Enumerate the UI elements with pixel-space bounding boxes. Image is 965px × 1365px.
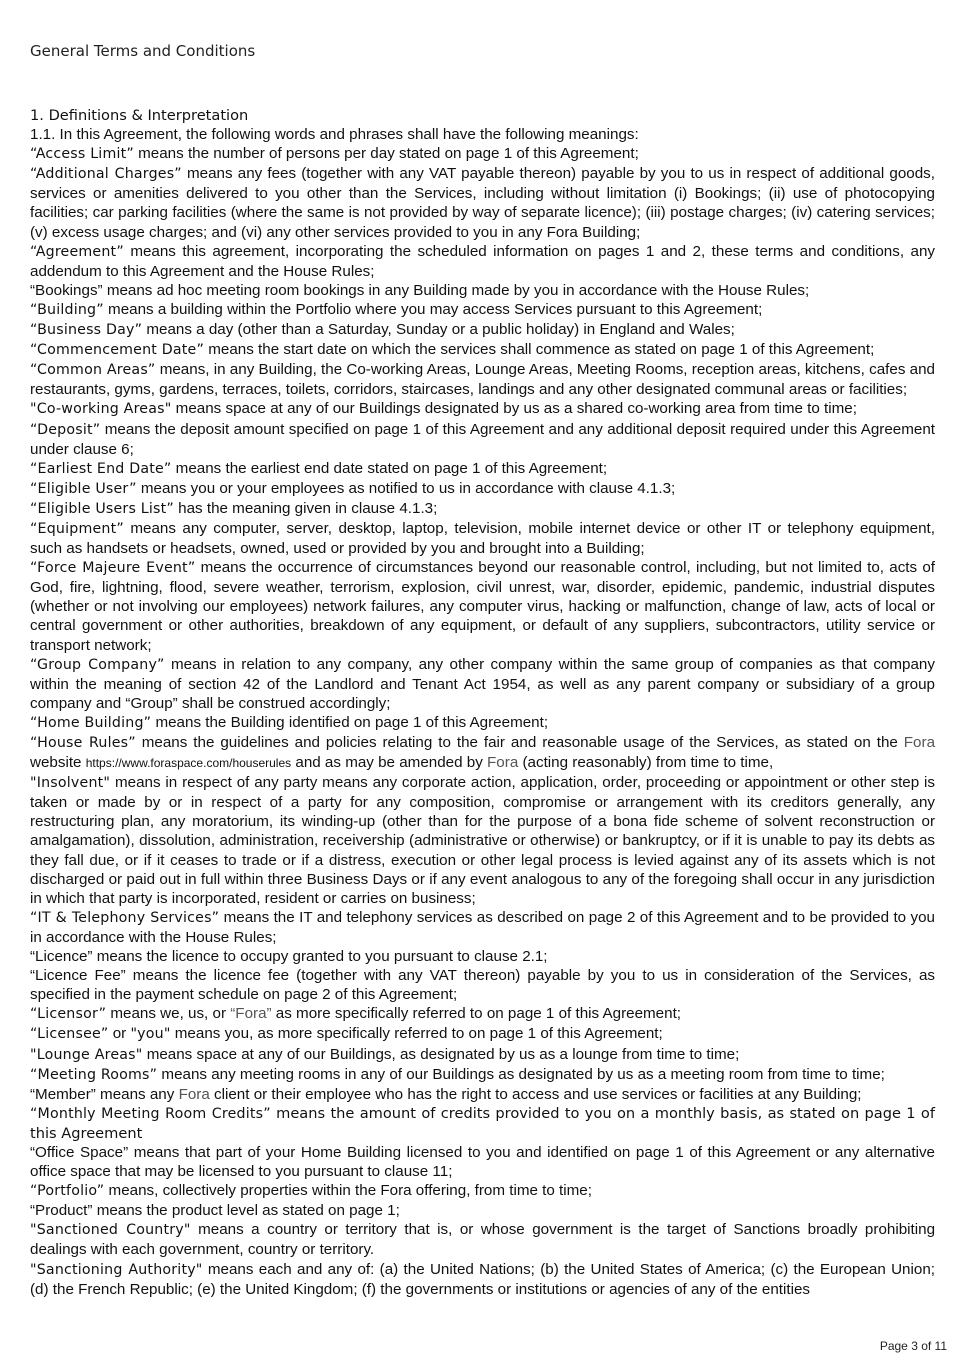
definition-term: “Force Majeure Event” — [30, 560, 196, 577]
fora-brand-text: Fora — [903, 734, 936, 751]
definition-term: “Deposit” — [30, 421, 101, 438]
definition-earliest-end-date — [30, 459, 935, 479]
definition-eligible-users-list — [30, 499, 935, 519]
definition-deposit — [30, 420, 935, 459]
definition-term: "Co-working Areas" — [30, 401, 172, 418]
section-heading: 1. Definitions & Interpretation — [30, 107, 249, 124]
document-title: General Terms and Conditions — [30, 42, 256, 60]
definition-term: “Member” — [30, 1085, 96, 1103]
definition-term: “Earliest End Date” — [30, 460, 172, 477]
definition-additional-charges — [30, 164, 935, 241]
definition-licence — [30, 947, 935, 966]
definition-text: means each and any of: (a) the United Nations; (b) the United States of America; (c) the European Union; (d) the French Republic; (e) the United Kingdom; (f) the governments or institutions or agencies of any of the entities — [30, 1260, 935, 1298]
definition-term: “Licensee” — [30, 1026, 109, 1043]
definition-text: means a country or territory that is, or whose government is the target of Sanctions broadly prohibiting dealings with each government, country or territory. — [30, 1221, 936, 1259]
definition-access-limit — [30, 144, 935, 164]
definition-text: means any — [95, 1085, 179, 1103]
definition-text: means the IT and telephony services as described on page 2 of this Agreement and to be provided to you in accordance with the House Rules; — [30, 908, 935, 946]
definition-term: “Office Space” — [30, 1143, 129, 1161]
definition-text: means ad hoc meeting room bookings in any Building made by you in accordance with the House Rules; — [102, 281, 810, 299]
definition-text: (acting reasonably) from time to time, — [518, 754, 774, 772]
definition-term: “Product” — [30, 1202, 93, 1220]
definition-term: "Sanctioned Country" — [30, 1222, 191, 1239]
definition-meeting-rooms — [30, 1065, 935, 1085]
definition-term: “Monthly Meeting Room Credits” — [30, 1105, 271, 1122]
definition-home-building — [30, 713, 935, 733]
definition-term: “Eligible User” — [30, 480, 137, 497]
definition-sanctioning-authority — [30, 1260, 935, 1299]
definition-term: “Portfolio” — [30, 1183, 105, 1200]
definition-term: “Licensor” — [30, 1006, 107, 1023]
definition-licence-fee — [30, 966, 935, 1004]
definition-building — [30, 300, 935, 320]
definition-term: “Agreement” — [30, 243, 124, 260]
definition-term: “Common Areas” — [30, 362, 156, 379]
definition-term: “Business Day” — [30, 322, 143, 339]
definition-text: means the licence fee (together with any VAT thereon) payable by you to us in consideration of the Services, as specified in the payment schedule on page 2 of this Agreement; — [30, 967, 936, 1004]
definition-term: “House Rules” — [30, 735, 136, 751]
definition-text: and as may be amended by — [291, 754, 488, 772]
definition-term: “Building” — [30, 301, 104, 318]
page-number: Page 3 of 11 — [879, 1339, 947, 1353]
definition-term: “Commencement Date” — [30, 342, 204, 359]
definition-text: has the meaning given in clause 4.1.3; — [173, 499, 438, 517]
definition-text: website — [30, 754, 86, 772]
definition-text: means any computer, server, desktop, laptop, television, mobile internet device or other IT or telephony equipment, such as handsets or headsets, owned, used or provided by you and brought into a Building; — [30, 519, 935, 558]
definition-office-space — [30, 1143, 935, 1181]
definition-term: “Bookings” — [30, 281, 103, 299]
definition-lounge-areas — [30, 1045, 935, 1065]
definition-text: as more specifically referred to on page 1 of this Agreement; — [271, 1005, 682, 1023]
definition-text: means the start date on which the services shall commence as stated on page 1 of this Agreement; — [204, 341, 875, 359]
definition-text: means that part of your Home Building licensed to you and identified on page 1 of this Agreement or any alternative office space that may be licensed to you pursuant to clause 11; — [30, 1143, 935, 1181]
definition-business-day — [30, 320, 935, 340]
definition-text: means you or your employees as notified to us in accordance with clause 4.1.3; — [136, 479, 676, 497]
definition-text: means you, as more specifically referred to on page 1 of this Agreement; — [170, 1025, 663, 1043]
definition-text: means the occurrence of circumstances beyond our reasonable control, including, but not limited to, acts of God, fire, lightning, flood, severe weather, terrorism, explosion, civil unrest, war, disorder, epidemic, pandemic, industrial disputes (whether or not involving our employees) network failures, any computer virus, hacking or malfunction, change of law, acts of local or central government or other authorities, breakdown of any equipment, or default of any suppliers, subcontractors, utility service or transport network; — [30, 559, 935, 654]
definition-group-company — [30, 655, 935, 713]
fora-brand-text: Fora — [487, 754, 519, 772]
definition-text: means we, us, or — [106, 1005, 231, 1023]
definition-term: “Licence Fee” — [30, 967, 126, 985]
definition-text: means a building within the Portfolio where you may access Services pursuant to this Agreement; — [103, 300, 763, 318]
definition-portfolio — [30, 1181, 935, 1201]
definition-product — [30, 1201, 935, 1220]
definition-term: “Eligible Users List” — [30, 500, 174, 517]
definition-eligible-user — [30, 479, 935, 499]
definition-term: “Meeting Rooms” — [30, 1066, 158, 1083]
definition-monthly-meeting-room-credits — [30, 1104, 935, 1143]
definition-licensor — [30, 1004, 935, 1024]
fora-brand-text: Fora — [178, 1085, 210, 1103]
definition-text: means, collectively properties within the Fora offering, from time to time; — [104, 1182, 592, 1200]
definition-text: client or their employee who has the right to access and use services or facilities at any Building; — [209, 1085, 862, 1103]
definition-term: “Group Company” — [30, 656, 165, 673]
definition-text: means a day (other than a Saturday, Sunday or a public holiday) in England and Wales; — [142, 321, 735, 339]
house-rules-url: https://www.foraspace.com/houserules — [85, 756, 292, 771]
definition-force-majeure-event — [30, 558, 935, 654]
definition-insolvent — [30, 773, 935, 908]
definition-term: “IT & Telephony Services” — [30, 909, 220, 926]
definition-co-working-areas — [30, 399, 935, 419]
definition-text: means the deposit amount specified on page 1 of this Agreement and any additional deposit required under this Agreement under clause 6; — [30, 420, 935, 458]
definition-member — [30, 1085, 935, 1104]
definition-text: means, in any Building, the Co-working Areas, Lounge Areas, Meeting Rooms, reception areas, kitchens, cafes and restaurants, gyms, gardens, terraces, toilets, corridors, staircases, landings and any other designated communal areas or facilities; — [30, 361, 935, 399]
definition-term: “Access Limit” — [30, 146, 134, 163]
definition-text: means this agreement, incorporating the scheduled information on pages 1 and 2, these terms and conditions, any addendum to this Agreement and the House Rules; — [30, 242, 935, 280]
section-intro: 1.1. In this Agreement, the following words and phrases shall have the following meanings: — [30, 126, 639, 144]
definition-sanctioned-country — [30, 1220, 935, 1259]
definition-text: means the licence to occupy granted to you pursuant to clause 2.1; — [92, 948, 548, 966]
definition-text: means in respect of any party means any corporate action, application, order, proceeding or appointment or other step is taken or made by or in respect of a party for any composition, compromise or arrangement with its creditors generally, any restructuring plan, any moratorium, its winding-up (other than for the purpose of a bona fide scheme of solvent reconstruction or amalgamation), dissolution, administration, receivership (administrative or otherwise) or bankruptcy, or if it is unable to pay its debts as they fall due, or if it ceases to trade or if a distress, execution or other legal process is levied against any of its assets which is not discharged or paid out in full within three Business Days or if any event analogous to any of the foregoing shall occur in any jurisdiction in which that party is incorporated, resident or carries on business; — [30, 774, 935, 907]
definition-text: means the amount of credits provided to you on a monthly basis, as stated on page 1 of this Agreement — [30, 1104, 935, 1142]
definition-text: means any meeting rooms in any of our Buildings as designated by us as a meeting room from time to time; — [157, 1065, 885, 1083]
definition-house-rules — [30, 733, 935, 773]
definition-it-telephony-services — [30, 908, 935, 947]
definition-term: “Licence” — [30, 948, 93, 966]
definition-text: means space at any of our Buildings, as designated by us as a lounge from time to time; — [142, 1045, 740, 1063]
definition-text: means space at any of our Buildings designated by us as a shared co-working area from time to time; — [171, 400, 857, 418]
definition-agreement — [30, 242, 935, 281]
definition-text: means the product level as stated on page 1; — [92, 1202, 400, 1220]
definition-text: means any fees (together with any VAT payable thereon) payable by you to us in respect of additional goods, services or amenities delivered to you other than the Services, including without limitation (i) Bookings; (ii) use of photocopying facilities; car parking facilities (where the same is not provided by way of separate licence); (iii) postage charges; (iv) catering services; (v) excess usage charges; and (vi) any other services provided to you in any Fora Building; — [30, 165, 935, 241]
fora-brand-text: “Fora” — [230, 1005, 272, 1023]
definition-term: “Additional Charges” — [30, 166, 182, 183]
definition-text: means the number of persons per day stated on page 1 of this Agreement; — [133, 145, 639, 163]
document-body — [30, 106, 935, 1299]
definition-commencement-date — [30, 340, 935, 360]
definition-common-areas — [30, 360, 935, 399]
definition-text: means the Building identified on page 1 of this Agreement; — [151, 713, 549, 731]
definition-text: or — [108, 1025, 131, 1043]
definition-term: “Equipment” — [30, 520, 124, 537]
definition-term: "Lounge Areas" — [30, 1046, 143, 1063]
definition-text: means the guidelines and policies relating to the fair and reasonable usage of the Services, as stated on the — [135, 734, 904, 751]
definition-term: "you" — [130, 1026, 171, 1043]
definition-term: "Insolvent" — [30, 775, 111, 792]
definition-term: "Sanctioning Authority" — [30, 1261, 203, 1278]
definition-equipment — [30, 519, 935, 558]
definition-text: means in relation to any company, any other company within the same group of companies as that company within the meaning of section 42 of the Landlord and Tenant Act 1954, as well as any parent company or subsidiary of a group company and “Group” shall be construed accordingly; — [30, 655, 935, 712]
definition-term: “Home Building” — [30, 714, 152, 731]
definition-licensee — [30, 1024, 935, 1044]
definition-bookings — [30, 281, 935, 300]
definition-text: means the earliest end date stated on page 1 of this Agreement; — [171, 459, 608, 477]
